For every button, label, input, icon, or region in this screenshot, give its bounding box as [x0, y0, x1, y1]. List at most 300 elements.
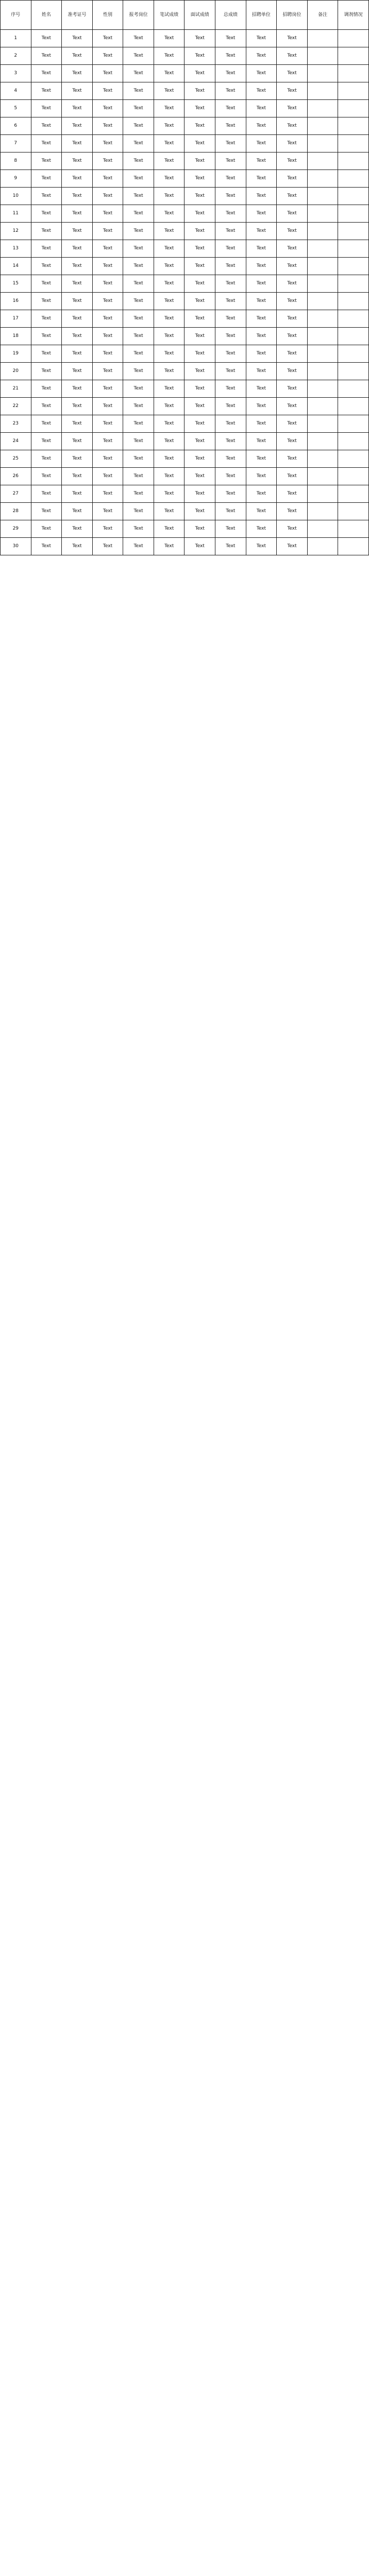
cell-c8: Text: [215, 65, 246, 82]
cell-c7: Text: [184, 100, 215, 117]
cell-c3: Text: [62, 468, 93, 485]
cell-c4: Text: [92, 275, 123, 293]
table-row: [1, 450, 369, 468]
cell-c3: Text: [62, 47, 93, 65]
cell-c5: Text: [123, 433, 154, 450]
cell-c12: [338, 258, 369, 275]
cell-c8: Text: [215, 293, 246, 310]
column-header-c7: 面试成绩: [184, 1, 215, 30]
cell-c4: Text: [92, 363, 123, 380]
cell-c11: [307, 188, 338, 205]
cell-c3: Text: [62, 188, 93, 205]
table-row: [1, 363, 369, 380]
cell-c11: [307, 47, 338, 65]
cell-c1: 24: [1, 433, 31, 450]
cell-c6: Text: [154, 258, 184, 275]
column-header-c2: 姓名: [31, 1, 62, 30]
cell-c2: Text: [31, 310, 62, 328]
cell-c3: Text: [62, 503, 93, 520]
score-table-page: [0, 0, 369, 555]
cell-c9: Text: [246, 117, 277, 135]
cell-c4: Text: [92, 503, 123, 520]
cell-c8: Text: [215, 485, 246, 503]
cell-c2: Text: [31, 345, 62, 363]
table-row: [1, 398, 369, 415]
cell-c12: [338, 415, 369, 433]
cell-c11: [307, 205, 338, 223]
cell-c3: Text: [62, 328, 93, 345]
cell-c10: Text: [277, 293, 308, 310]
column-header-c1: 序号: [1, 1, 31, 30]
cell-c2: Text: [31, 205, 62, 223]
cell-c7: Text: [184, 152, 215, 170]
cell-c12: [338, 345, 369, 363]
cell-c9: Text: [246, 485, 277, 503]
cell-c5: Text: [123, 293, 154, 310]
cell-c9: Text: [246, 468, 277, 485]
cell-c5: Text: [123, 258, 154, 275]
cell-c8: Text: [215, 433, 246, 450]
cell-c2: Text: [31, 363, 62, 380]
cell-c5: Text: [123, 170, 154, 188]
cell-c8: Text: [215, 188, 246, 205]
cell-c1: 4: [1, 82, 31, 100]
cell-c6: Text: [154, 47, 184, 65]
cell-c11: [307, 117, 338, 135]
cell-c1: 22: [1, 398, 31, 415]
cell-c3: Text: [62, 485, 93, 503]
cell-c11: [307, 415, 338, 433]
cell-c3: Text: [62, 380, 93, 398]
cell-c9: Text: [246, 65, 277, 82]
cell-c2: Text: [31, 503, 62, 520]
table-row: [1, 170, 369, 188]
table-row: [1, 188, 369, 205]
cell-c10: Text: [277, 82, 308, 100]
cell-c3: Text: [62, 170, 93, 188]
cell-c4: Text: [92, 240, 123, 258]
cell-c6: Text: [154, 485, 184, 503]
cell-c6: Text: [154, 188, 184, 205]
cell-c6: Text: [154, 468, 184, 485]
cell-c4: Text: [92, 538, 123, 555]
cell-c3: Text: [62, 345, 93, 363]
cell-c10: Text: [277, 258, 308, 275]
cell-c9: Text: [246, 538, 277, 555]
column-header-c10: 招聘岗位: [277, 1, 308, 30]
cell-c3: Text: [62, 398, 93, 415]
cell-c10: Text: [277, 240, 308, 258]
cell-c2: Text: [31, 47, 62, 65]
cell-c10: Text: [277, 170, 308, 188]
cell-c3: Text: [62, 258, 93, 275]
cell-c7: Text: [184, 398, 215, 415]
cell-c12: [338, 223, 369, 240]
cell-c1: 21: [1, 380, 31, 398]
cell-c12: [338, 135, 369, 152]
cell-c7: Text: [184, 30, 215, 47]
cell-c8: Text: [215, 47, 246, 65]
cell-c7: Text: [184, 82, 215, 100]
cell-c12: [338, 100, 369, 117]
cell-c9: Text: [246, 223, 277, 240]
cell-c12: [338, 117, 369, 135]
cell-c6: Text: [154, 503, 184, 520]
table-row: [1, 310, 369, 328]
cell-c12: [338, 47, 369, 65]
cell-c4: Text: [92, 258, 123, 275]
cell-c3: Text: [62, 135, 93, 152]
cell-c5: Text: [123, 65, 154, 82]
cell-c4: Text: [92, 468, 123, 485]
cell-c2: Text: [31, 275, 62, 293]
cell-c12: [338, 538, 369, 555]
cell-c7: Text: [184, 363, 215, 380]
cell-c1: 23: [1, 415, 31, 433]
cell-c4: Text: [92, 30, 123, 47]
cell-c8: Text: [215, 223, 246, 240]
cell-c10: Text: [277, 310, 308, 328]
cell-c1: 6: [1, 117, 31, 135]
cell-c9: Text: [246, 82, 277, 100]
cell-c3: Text: [62, 293, 93, 310]
cell-c7: Text: [184, 485, 215, 503]
cell-c8: Text: [215, 538, 246, 555]
cell-c5: Text: [123, 117, 154, 135]
column-header-c5: 报考岗位: [123, 1, 154, 30]
cell-c2: Text: [31, 520, 62, 538]
column-header-c6: 笔试成绩: [154, 1, 184, 30]
cell-c2: Text: [31, 135, 62, 152]
cell-c1: 26: [1, 468, 31, 485]
cell-c6: Text: [154, 433, 184, 450]
cell-c6: Text: [154, 240, 184, 258]
cell-c7: Text: [184, 450, 215, 468]
cell-c12: [338, 30, 369, 47]
cell-c11: [307, 485, 338, 503]
cell-c10: Text: [277, 30, 308, 47]
cell-c1: 11: [1, 205, 31, 223]
cell-c6: Text: [154, 82, 184, 100]
cell-c4: Text: [92, 380, 123, 398]
cell-c3: Text: [62, 538, 93, 555]
cell-c11: [307, 82, 338, 100]
table-row: [1, 275, 369, 293]
cell-c4: Text: [92, 433, 123, 450]
cell-c11: [307, 433, 338, 450]
cell-c1: 20: [1, 363, 31, 380]
cell-c6: Text: [154, 152, 184, 170]
cell-c10: Text: [277, 223, 308, 240]
column-header-c12: 调剂情况: [338, 1, 369, 30]
cell-c5: Text: [123, 205, 154, 223]
cell-c6: Text: [154, 223, 184, 240]
cell-c7: Text: [184, 345, 215, 363]
cell-c6: Text: [154, 65, 184, 82]
cell-c9: Text: [246, 47, 277, 65]
cell-c10: Text: [277, 100, 308, 117]
cell-c3: Text: [62, 205, 93, 223]
cell-c11: [307, 380, 338, 398]
cell-c10: Text: [277, 433, 308, 450]
cell-c9: Text: [246, 135, 277, 152]
cell-c8: Text: [215, 468, 246, 485]
cell-c8: Text: [215, 135, 246, 152]
cell-c4: Text: [92, 328, 123, 345]
cell-c11: [307, 223, 338, 240]
cell-c8: Text: [215, 100, 246, 117]
cell-c10: Text: [277, 415, 308, 433]
cell-c6: Text: [154, 520, 184, 538]
cell-c4: Text: [92, 345, 123, 363]
cell-c2: Text: [31, 380, 62, 398]
cell-c10: Text: [277, 398, 308, 415]
cell-c8: Text: [215, 275, 246, 293]
cell-c7: Text: [184, 503, 215, 520]
cell-c5: Text: [123, 188, 154, 205]
cell-c9: Text: [246, 275, 277, 293]
cell-c4: Text: [92, 170, 123, 188]
cell-c7: Text: [184, 258, 215, 275]
cell-c2: Text: [31, 485, 62, 503]
cell-c2: Text: [31, 433, 62, 450]
cell-c2: Text: [31, 398, 62, 415]
cell-c3: Text: [62, 520, 93, 538]
table-row: [1, 380, 369, 398]
column-header-c4: 性别: [92, 1, 123, 30]
cell-c7: Text: [184, 188, 215, 205]
cell-c12: [338, 65, 369, 82]
cell-c3: Text: [62, 82, 93, 100]
cell-c2: Text: [31, 188, 62, 205]
score-table: [0, 0, 369, 555]
cell-c3: Text: [62, 30, 93, 47]
table-row: [1, 538, 369, 555]
cell-c5: Text: [123, 415, 154, 433]
cell-c9: Text: [246, 293, 277, 310]
cell-c1: 9: [1, 170, 31, 188]
cell-c4: Text: [92, 65, 123, 82]
cell-c2: Text: [31, 82, 62, 100]
table-row: [1, 152, 369, 170]
table-row: [1, 468, 369, 485]
cell-c9: Text: [246, 520, 277, 538]
cell-c8: Text: [215, 415, 246, 433]
cell-c5: Text: [123, 468, 154, 485]
cell-c4: Text: [92, 82, 123, 100]
cell-c12: [338, 205, 369, 223]
cell-c8: Text: [215, 310, 246, 328]
cell-c5: Text: [123, 47, 154, 65]
cell-c7: Text: [184, 415, 215, 433]
cell-c2: Text: [31, 415, 62, 433]
cell-c11: [307, 363, 338, 380]
cell-c1: 8: [1, 152, 31, 170]
cell-c12: [338, 520, 369, 538]
cell-c9: Text: [246, 188, 277, 205]
cell-c1: 7: [1, 135, 31, 152]
cell-c7: Text: [184, 380, 215, 398]
cell-c7: Text: [184, 275, 215, 293]
table-row: [1, 223, 369, 240]
cell-c11: [307, 293, 338, 310]
cell-c5: Text: [123, 485, 154, 503]
cell-c7: Text: [184, 520, 215, 538]
cell-c11: [307, 275, 338, 293]
cell-c9: Text: [246, 258, 277, 275]
cell-c12: [338, 328, 369, 345]
cell-c12: [338, 275, 369, 293]
cell-c1: 5: [1, 100, 31, 117]
cell-c5: Text: [123, 100, 154, 117]
cell-c11: [307, 468, 338, 485]
cell-c8: Text: [215, 30, 246, 47]
cell-c4: Text: [92, 293, 123, 310]
cell-c8: Text: [215, 117, 246, 135]
cell-c10: Text: [277, 65, 308, 82]
cell-c10: Text: [277, 450, 308, 468]
cell-c6: Text: [154, 328, 184, 345]
cell-c9: Text: [246, 398, 277, 415]
cell-c5: Text: [123, 345, 154, 363]
cell-c7: Text: [184, 240, 215, 258]
cell-c12: [338, 170, 369, 188]
table-row: [1, 65, 369, 82]
cell-c1: 12: [1, 223, 31, 240]
cell-c3: Text: [62, 450, 93, 468]
cell-c5: Text: [123, 152, 154, 170]
cell-c3: Text: [62, 240, 93, 258]
cell-c1: 18: [1, 328, 31, 345]
cell-c2: Text: [31, 258, 62, 275]
cell-c6: Text: [154, 450, 184, 468]
cell-c8: Text: [215, 503, 246, 520]
cell-c2: Text: [31, 170, 62, 188]
cell-c10: Text: [277, 345, 308, 363]
cell-c11: [307, 345, 338, 363]
cell-c10: Text: [277, 503, 308, 520]
cell-c6: Text: [154, 135, 184, 152]
cell-c4: Text: [92, 415, 123, 433]
cell-c8: Text: [215, 450, 246, 468]
cell-c10: Text: [277, 538, 308, 555]
cell-c5: Text: [123, 450, 154, 468]
table-row: [1, 135, 369, 152]
cell-c5: Text: [123, 328, 154, 345]
cell-c8: Text: [215, 328, 246, 345]
cell-c11: [307, 398, 338, 415]
cell-c4: Text: [92, 450, 123, 468]
cell-c7: Text: [184, 468, 215, 485]
cell-c4: Text: [92, 135, 123, 152]
cell-c6: Text: [154, 117, 184, 135]
cell-c6: Text: [154, 205, 184, 223]
cell-c9: Text: [246, 100, 277, 117]
column-header-c11: 备注: [307, 1, 338, 30]
cell-c5: Text: [123, 398, 154, 415]
cell-c2: Text: [31, 117, 62, 135]
cell-c6: Text: [154, 100, 184, 117]
table-row: [1, 293, 369, 310]
cell-c12: [338, 152, 369, 170]
cell-c4: Text: [92, 485, 123, 503]
table-row: [1, 240, 369, 258]
cell-c4: Text: [92, 520, 123, 538]
cell-c12: [338, 485, 369, 503]
cell-c8: Text: [215, 240, 246, 258]
cell-c10: Text: [277, 520, 308, 538]
cell-c3: Text: [62, 363, 93, 380]
cell-c9: Text: [246, 433, 277, 450]
cell-c1: 30: [1, 538, 31, 555]
cell-c11: [307, 135, 338, 152]
cell-c10: Text: [277, 47, 308, 65]
table-row: [1, 328, 369, 345]
cell-c7: Text: [184, 205, 215, 223]
cell-c8: Text: [215, 205, 246, 223]
cell-c5: Text: [123, 82, 154, 100]
cell-c12: [338, 240, 369, 258]
cell-c11: [307, 170, 338, 188]
cell-c11: [307, 310, 338, 328]
cell-c10: Text: [277, 117, 308, 135]
table-row: [1, 47, 369, 65]
cell-c2: Text: [31, 223, 62, 240]
cell-c9: Text: [246, 345, 277, 363]
cell-c1: 17: [1, 310, 31, 328]
cell-c7: Text: [184, 433, 215, 450]
cell-c8: Text: [215, 398, 246, 415]
cell-c2: Text: [31, 30, 62, 47]
cell-c7: Text: [184, 328, 215, 345]
cell-c6: Text: [154, 398, 184, 415]
cell-c4: Text: [92, 100, 123, 117]
cell-c1: 3: [1, 65, 31, 82]
cell-c8: Text: [215, 170, 246, 188]
cell-c8: Text: [215, 152, 246, 170]
cell-c4: Text: [92, 152, 123, 170]
cell-c5: Text: [123, 275, 154, 293]
table-row: [1, 433, 369, 450]
cell-c5: Text: [123, 520, 154, 538]
cell-c1: 29: [1, 520, 31, 538]
cell-c10: Text: [277, 152, 308, 170]
cell-c8: Text: [215, 82, 246, 100]
cell-c12: [338, 188, 369, 205]
cell-c3: Text: [62, 223, 93, 240]
header-row: [1, 1, 369, 30]
cell-c7: Text: [184, 117, 215, 135]
cell-c1: 27: [1, 485, 31, 503]
cell-c1: 14: [1, 258, 31, 275]
table-body: [1, 30, 369, 555]
cell-c12: [338, 398, 369, 415]
cell-c10: Text: [277, 328, 308, 345]
cell-c3: Text: [62, 433, 93, 450]
cell-c7: Text: [184, 65, 215, 82]
cell-c2: Text: [31, 328, 62, 345]
cell-c7: Text: [184, 135, 215, 152]
cell-c10: Text: [277, 363, 308, 380]
cell-c6: Text: [154, 380, 184, 398]
table-row: [1, 205, 369, 223]
cell-c5: Text: [123, 503, 154, 520]
cell-c6: Text: [154, 30, 184, 47]
cell-c4: Text: [92, 223, 123, 240]
cell-c12: [338, 293, 369, 310]
cell-c2: Text: [31, 152, 62, 170]
cell-c1: 10: [1, 188, 31, 205]
